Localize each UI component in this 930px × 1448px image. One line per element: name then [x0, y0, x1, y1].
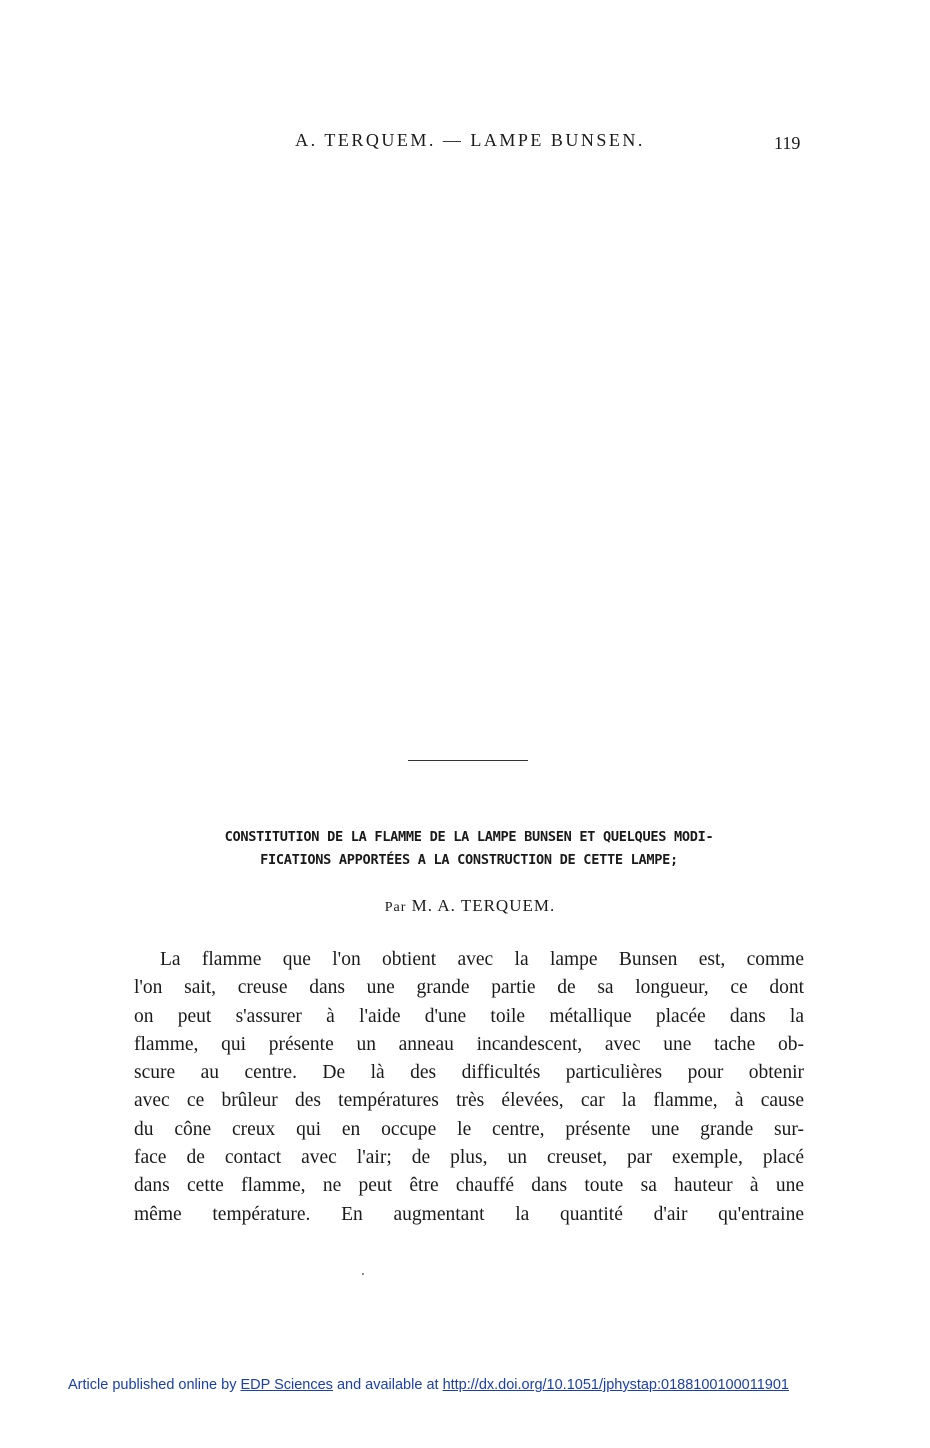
article-title-line-1: CONSTITUTION DE LA FLAMME DE LA LAMPE BUNSEN ET QUELQUES MODI- — [224, 829, 714, 845]
body-line: même température. En augmentant la quantité d'air qu'entraine — [134, 1203, 804, 1225]
scan-speck — [362, 1273, 364, 1275]
body-line: on peut s'assurer à l'aide d'une toile métallique placée dans la — [134, 1005, 804, 1027]
body-line: scure au centre. De là des difficultés particulières pour obtenir — [134, 1062, 804, 1084]
running-title: A. TERQUEM. — LAMPE BUNSEN. — [295, 130, 645, 150]
doi-link[interactable]: http://dx.doi.org/10.1051/jphystap:0188100100011901 — [442, 1377, 789, 1393]
body-line: La flamme que l'on obtient avec la lampe Bunsen est, comme — [160, 949, 804, 970]
body-line: avec ce brûleur des températures très élevées, car la flamme, à cause — [134, 1090, 804, 1112]
article-title — [134, 826, 804, 872]
article-title-line-2: FICATIONS APPORTÉES A LA CONSTRUCTION DE CETTE LAMPE; — [260, 852, 678, 868]
body-line: flamme, qui présente un anneau incandescent, avec une tache ob- — [134, 1033, 804, 1055]
article-body — [134, 946, 804, 1229]
publication-footer — [68, 1377, 789, 1393]
edp-sciences-link[interactable]: EDP Sciences — [240, 1377, 333, 1393]
body-line: face de contact avec l'air; de plus, un creuset, par exemple, placé — [134, 1147, 804, 1169]
author-byline — [0, 896, 930, 916]
body-line: l'on sait, creuse dans une grande partie de sa longueur, ce dont — [134, 977, 804, 999]
section-divider — [408, 760, 528, 761]
footer-middle: and available at — [336, 1377, 439, 1393]
author-name: M. A. TERQUEM. — [411, 896, 556, 915]
page-number: 119 — [774, 133, 801, 153]
body-line: du cône creux qui en occupe le centre, présente une grande sur- — [134, 1118, 804, 1140]
footer-prefix: Article published online by — [68, 1377, 237, 1393]
body-line: dans cette flamme, ne peut être chauffé dans toute sa hauteur à une — [134, 1175, 804, 1197]
author-prefix: Par — [384, 900, 407, 915]
